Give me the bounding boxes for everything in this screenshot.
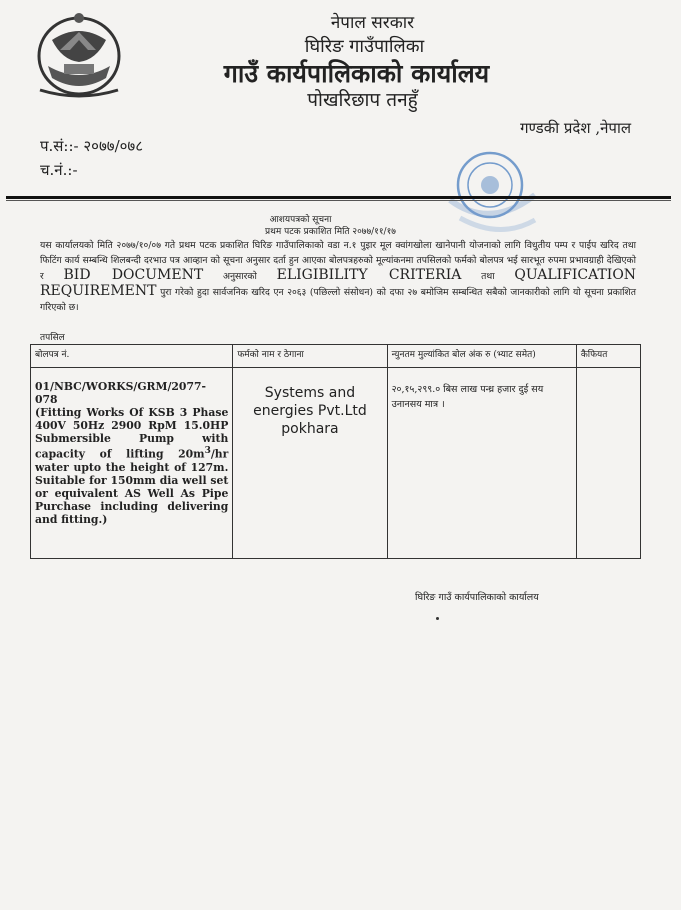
bid-desc-sup: 3 [204,446,211,456]
cell-bid-details [31,368,233,559]
office-title: गाउँ कार्यपालिकाको कार्यालय [223,59,490,88]
notice-subtitle: प्रथम पटक प्रकाशित मिति २०७७/११/१७ [265,227,396,237]
dispatch-number: च.नं.:- [40,161,78,179]
col-header-firm: फर्मको नाम र ठेगाना [233,345,387,368]
bid-description [35,380,228,526]
col-header-remarks: कैफियत [576,345,640,368]
bid-desc-a: (Fitting Works Of KSB 3 Phase 400V 50Hz 2900 RpM 15.0HP Submersible Pump with capacity of lifting 20m [35,406,229,461]
firm-line-1: Systems and [264,385,356,401]
cell-amount [387,368,576,559]
qualification-term: QUALIFICATION REQUIREMENT [40,267,637,299]
header-rule [6,196,671,199]
table-row [31,368,641,559]
firm-name [237,384,382,438]
signature-office: घिरिङ गाउँ कार्यपालिकाको कार्यालय [415,592,539,603]
eligibility-term: ELIGIBILITY CRITERIA [276,267,462,283]
province-name: गण्डकी प्रदेश ,नेपाल [520,119,631,137]
municipality-name: घिरिङ गाउँपालिका [304,36,425,57]
letter-number: प.सं::- २०७७/०७८ [40,137,144,155]
bid-desc-b: /hr water upto the height of 127m. Suitable for 150mm dia well set or equivalent AS Well As Pipe Purchase including delivering and fitting.) [35,447,229,526]
bid-table [30,344,641,559]
notice-body [40,238,636,315]
table-header-row [31,345,641,368]
ink-dot [436,617,439,620]
col-header-amount: न्युनतम मुल्यांकित बोल अंक रु (भ्याट समेत) [387,345,576,368]
firm-line-2: energies Pvt.Ltd [253,403,367,419]
bid-amount: २०,१५,२९९.० बिस लाख पन्ध्र हजार दुई सय उनानसय मात्र । [391,384,544,410]
notice-text-a: यस कार्यालयको मिति २०७७/१०/०७ गते प्रथम पटक प्रकाशित घिरिङ गाउँपालिकाको वडा न.१ पुइार मूल क्वांगखोला खानेपानी योजनाको लागि विधुतीय पम्प र पाईप खरिद तथा फिटिंग कार्य सम्बन्धि शिलबन्दी दरभाउ पत्र आव्हान को सूचना अनुसार दर्ता हुन आएका बोलपत्रहरुको मूल्यांकनमा तपसिलको फर्मको बोलपत्र भई सारभूत रुपमा प्रभावग्राही देखिएको र [40,240,636,282]
header-rule-thin [6,200,671,201]
bid-document-term: BID DOCUMENT [63,267,204,283]
notice-text-d: पुरा गरेको हुदा सार्वजनिक खरिद एन २०६३ (पछिल्लो संसोधन) को दफा २७ बमोजिम सम्बन्धित सबैको जानकारीको लागि यो सूचना प्रकाशित गरिएको छ। [40,287,636,313]
firm-line-3: pokhara [281,421,339,437]
reference-block [40,134,143,182]
notice-text-c: तथा [481,271,495,282]
office-address: पोखरिछाप तनहुँ [307,89,418,111]
col-header-bid-no: बोलपत्र नं. [31,345,233,368]
notice-title: आशयपत्रको सूचना [269,215,332,225]
bid-number: 01/NBC/WORKS/GRM/2077-078 [35,380,206,406]
details-label: तपसिल [40,333,65,343]
cell-remarks [576,368,640,559]
cell-firm [233,368,387,559]
notice-text-b: अनुसारको [222,271,257,282]
govt-title: नेपाल सरकार [330,13,415,33]
